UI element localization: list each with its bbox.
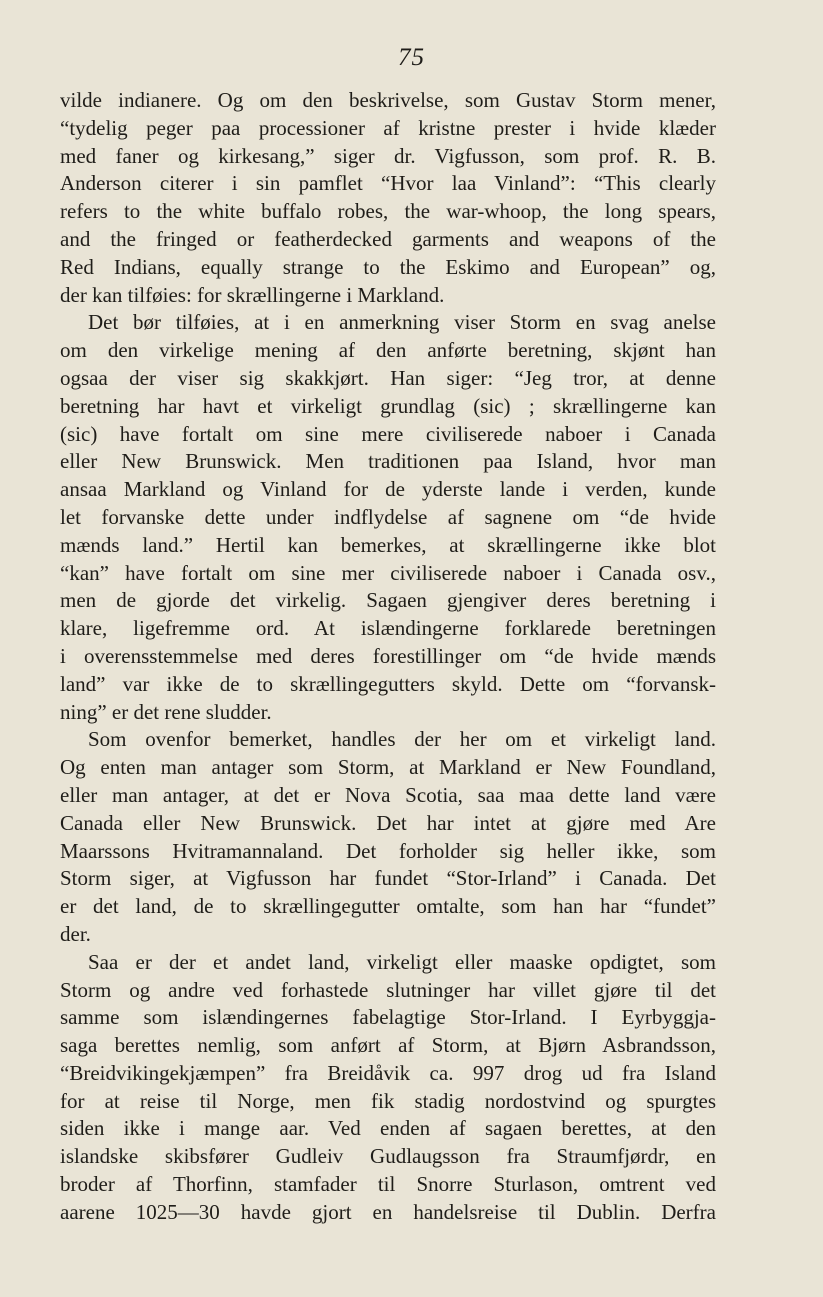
text-line: let forvanske dette under indflydelse af sagnene om “de hvide (60, 504, 716, 529)
text-line: i overensstemmelse med deres forestillinger om “de hvide mænds (60, 643, 716, 668)
text-line: mænds land.” Hertil kan bemerkes, at skrællingerne ikke blot (60, 532, 716, 557)
text-line: for at reise til Norge, men fik stadig nordostvind og spurgtes (60, 1088, 716, 1113)
text-line: vilde indianere. Og om den beskrivelse, som Gustav Storm mener, (60, 88, 716, 112)
text-line: er det land, de to skrællingegutter omtalte, som han har “fundet” (60, 894, 716, 919)
text-line: aarene 1025—30 havde gjort en handelsreise til Dublin. Derfra (60, 1199, 716, 1224)
text-line: Det bør tilføies, at i en anmerkning viser Storm en svag anelse (88, 310, 716, 335)
text-line: Og enten man antager som Storm, at Markland er New Foundland, (60, 755, 716, 780)
text-line: broder af Thorfinn, stamfader til Snorre Sturlason, omtrent ved (60, 1172, 716, 1197)
text-line: samme som islændingernes fabelagtige Stor-Irland. I Eyrbyggja- (60, 1005, 716, 1030)
text-line: Canada eller New Brunswick. Det har intet at gjøre med Are (60, 810, 716, 835)
body-text (60, 87, 716, 1227)
text-line: men de gjorde det virkelig. Sagaen gjengiver deres beretning i (60, 588, 716, 613)
text-line: Red Indians, equally strange to the Eskimo and European” og, (60, 254, 716, 279)
text-line: siden ikke i mange aar. Ved enden af sagaen berettes, at den (60, 1116, 716, 1141)
text-line: eller man antager, at det er Nova Scotia, saa maa dette land være (60, 782, 716, 807)
text-line: refers to the white buffalo robes, the war-whoop, the long spears, (60, 199, 716, 224)
text-line: ning” er det rene sludder. (60, 699, 272, 724)
text-line: beretning har havt et virkeligt grundlag (sic) ; skrællingerne kan (60, 393, 716, 418)
text-line: Storm siger, at Vigfusson har fundet “Stor-Irland” i Canada. Det (60, 866, 716, 891)
text-line: der kan tilføies: for skrællingerne i Markland. (60, 282, 445, 307)
text-line: “kan” have fortalt om sine mer civiliserede naboer i Canada osv., (60, 560, 716, 585)
text-line: land” var ikke de to skrællingegutters skyld. Dette om “forvansk- (60, 671, 716, 696)
text-line: Anderson citerer i sin pamflet “Hvor laa Vinland”: “This clearly (60, 171, 716, 196)
text-line: Som ovenfor bemerket, handles der her om et virkeligt land. (88, 727, 716, 752)
text-line: “tydelig peger paa processioner af kristne prester i hvide klæder (60, 115, 716, 140)
text-line: Maarssons Hvitramannaland. Det forholder sig heller ikke, som (60, 838, 716, 863)
text-line: Storm og andre ved forhastede slutninger har villet gjøre til det (60, 977, 716, 1002)
text-line: (sic) have fortalt om sine mere civiliserede naboer i Canada (60, 421, 716, 446)
text-line: om den virkelige mening af den anførte beretning, skjønt han (60, 338, 716, 363)
text-line: ogsaa der viser sig skakkjørt. Han siger: “Jeg tror, at denne (60, 365, 716, 390)
text-line: islandske skibsfører Gudleiv Gudlaugsson fra Straumfjørdr, en (60, 1144, 716, 1169)
page-number: 75 (398, 44, 425, 71)
text-line: saga berettes nemlig, som anført af Storm, at Bjørn Asbrandsson, (60, 1033, 716, 1058)
text-line: ansaa Markland og Vinland for de yderste lande i verden, kunde (60, 477, 716, 502)
text-line: eller New Brunswick. Men traditionen paa Island, hvor man (60, 449, 716, 474)
text-line: der. (60, 921, 91, 946)
text-line: “Breidvikingekjæmpen” fra Breidåvik ca. 997 drog ud fra Island (60, 1060, 716, 1085)
text-line: and the fringed or featherdecked garments and weapons of the (60, 226, 716, 251)
text-line: med faner og kirkesang,” siger dr. Vigfusson, som prof. R. B. (60, 143, 716, 168)
text-line: klare, ligefremme ord. At islændingerne forklarede beretningen (60, 616, 716, 641)
text-line: Saa er der et andet land, virkeligt eller maaske opdigtet, som (88, 949, 716, 974)
